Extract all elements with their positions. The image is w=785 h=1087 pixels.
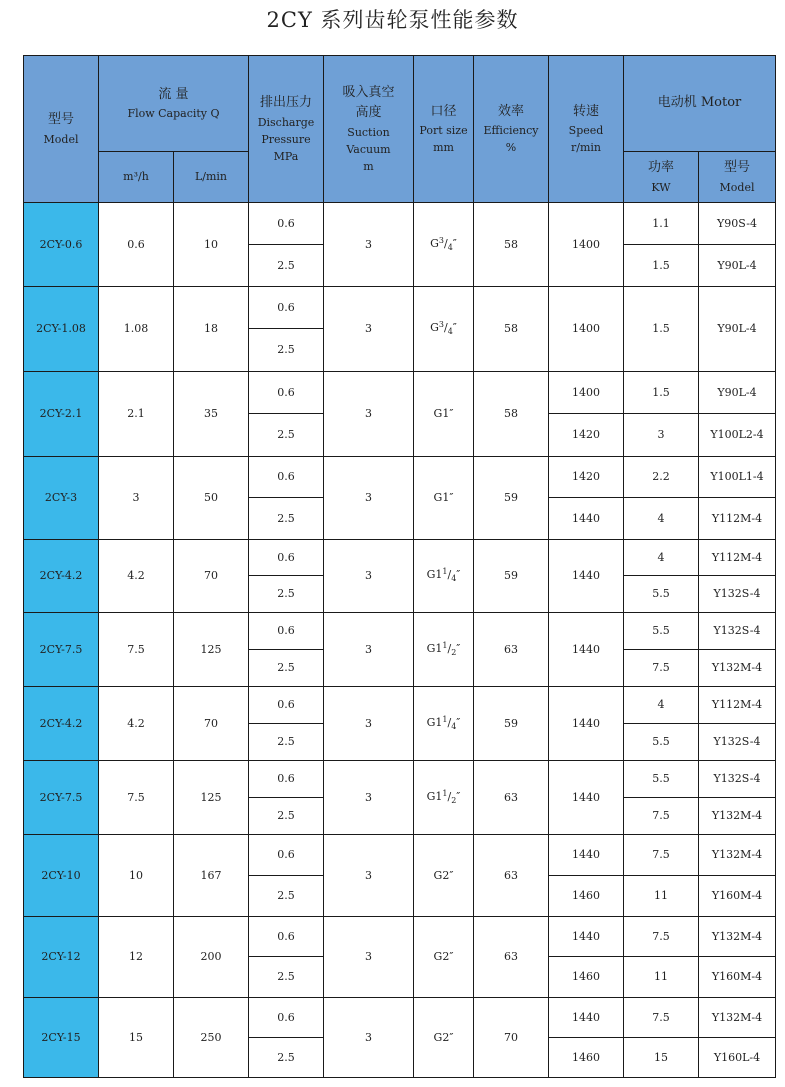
power-cell: 3 — [624, 414, 699, 457]
table-row — [24, 687, 776, 724]
pressure-cell: 2.5 — [249, 957, 324, 998]
model-header: 型号 Model — [24, 56, 99, 203]
motor-model-cell: Y100L1-4 — [699, 457, 776, 498]
motor-model-cell: Y132S-4 — [699, 724, 776, 761]
flow-lmin-cell: 70 — [174, 687, 249, 761]
model-cell: 2CY-7.5 — [24, 761, 99, 835]
flow-lmin-cell: 167 — [174, 835, 249, 917]
flow-lmin-cell: 50 — [174, 457, 249, 540]
power-cell: 2.2 — [624, 457, 699, 498]
motor-model-cell: Y90S-4 — [699, 203, 776, 245]
power-cell: 11 — [624, 957, 699, 998]
port-base: G — [430, 236, 439, 250]
flow-lmin-cell: 18 — [174, 287, 249, 372]
discharge-header: 排出压力 Discharge Pressure MPa — [249, 56, 324, 203]
motor-model-cell: Y132S-4 — [699, 613, 776, 650]
pressure-cell: 0.6 — [249, 457, 324, 498]
motor-model-cell: Y132M-4 — [699, 998, 776, 1038]
suction-cell: 3 — [324, 998, 414, 1078]
flow-lmin-cell: 10 — [174, 203, 249, 287]
port-denominator: 4 — [447, 327, 453, 337]
power-cell: 1.5 — [624, 245, 699, 287]
speed-cell: 1400 — [549, 287, 624, 372]
flow-lmin-cell: 250 — [174, 998, 249, 1078]
suction-cell: 3 — [324, 457, 414, 540]
port-whole: 1 — [435, 715, 443, 729]
suction-cell: 3 — [324, 287, 414, 372]
port-whole: 1 — [435, 568, 443, 582]
table-row — [24, 457, 776, 498]
speed-cell: 1440 — [549, 835, 624, 876]
port-base: G — [426, 641, 436, 655]
port-denominator: 2 — [451, 795, 457, 805]
table-row — [24, 835, 776, 876]
efficiency-cell: 63 — [474, 835, 549, 917]
suction-cell: 3 — [324, 372, 414, 457]
power-cell: 7.5 — [624, 798, 699, 835]
port-denominator: 2 — [451, 647, 457, 657]
model-cell: 2CY-4.2 — [24, 687, 99, 761]
speed-cell: 1400 — [549, 372, 624, 414]
port-base: G2 — [433, 868, 450, 882]
model-cell: 2CY-1.08 — [24, 287, 99, 372]
pressure-cell: 0.6 — [249, 917, 324, 957]
table-row — [24, 613, 776, 650]
port-base: G — [426, 568, 436, 582]
table-header — [24, 56, 776, 203]
model-cell: 2CY-7.5 — [24, 613, 99, 687]
power-header: 功率 KW — [624, 152, 699, 203]
suction-cell: 3 — [324, 540, 414, 613]
pressure-cell: 0.6 — [249, 540, 324, 576]
pressure-cell: 0.6 — [249, 761, 324, 798]
port-base: G1 — [433, 491, 450, 505]
pressure-cell: 2.5 — [249, 498, 324, 540]
flow-m3h-cell: 0.6 — [99, 203, 174, 287]
port-cell: G2″ — [414, 917, 474, 998]
port-cell: G1″ — [414, 457, 474, 540]
port-numerator: 3 — [438, 320, 444, 330]
motor-model-cell: Y100L2-4 — [699, 414, 776, 457]
pressure-cell: 2.5 — [249, 876, 324, 917]
port-numerator: 1 — [442, 788, 448, 798]
table-row — [24, 998, 776, 1038]
table-row — [24, 540, 776, 576]
efficiency-cell: 58 — [474, 203, 549, 287]
pressure-cell: 0.6 — [249, 372, 324, 414]
table-row — [24, 372, 776, 414]
power-cell: 5.5 — [624, 576, 699, 613]
speed-cell: 1440 — [549, 687, 624, 761]
suction-cell: 3 — [324, 613, 414, 687]
power-cell: 1.5 — [624, 372, 699, 414]
flow-lmin-cell: 70 — [174, 540, 249, 613]
efficiency-cell: 63 — [474, 613, 549, 687]
spec-table — [23, 55, 776, 1078]
speed-cell: 1440 — [549, 498, 624, 540]
pressure-cell: 0.6 — [249, 998, 324, 1038]
motor-model-cell: Y132S-4 — [699, 761, 776, 798]
port-base: G — [426, 715, 436, 729]
suction-cell: 3 — [324, 761, 414, 835]
table-row — [24, 761, 776, 798]
suction-cell: 3 — [324, 835, 414, 917]
power-cell: 7.5 — [624, 835, 699, 876]
port-header: 口径 Port size mm — [414, 56, 474, 203]
motor-model-cell: Y160M-4 — [699, 876, 776, 917]
port-numerator: 3 — [438, 235, 444, 245]
speed-cell: 1440 — [549, 761, 624, 835]
speed-cell: 1440 — [549, 613, 624, 687]
power-cell: 5.5 — [624, 724, 699, 761]
flow-lmin-cell: 125 — [174, 613, 249, 687]
speed-cell: 1460 — [549, 1038, 624, 1078]
power-cell: 5.5 — [624, 613, 699, 650]
port-cell: G2″ — [414, 998, 474, 1078]
pressure-cell: 2.5 — [249, 1038, 324, 1078]
port-base: G — [430, 321, 439, 335]
efficiency-cell: 58 — [474, 287, 549, 372]
model-cell: 2CY-3 — [24, 457, 99, 540]
pressure-cell: 2.5 — [249, 724, 324, 761]
speed-cell: 1460 — [549, 876, 624, 917]
port-cell: $G1^1/_4''$ — [414, 687, 474, 761]
port-numerator: 1 — [442, 714, 448, 724]
suction-cell: 3 — [324, 917, 414, 998]
efficiency-cell: 59 — [474, 457, 549, 540]
port-numerator: 1 — [442, 567, 448, 577]
flow-unit-lmin: L/min — [174, 152, 249, 203]
port-whole: 1 — [435, 789, 443, 803]
port-cell: $G1^1/_2''$ — [414, 613, 474, 687]
port-whole: 1 — [435, 641, 443, 655]
port-base: G2 — [433, 950, 450, 964]
motor-model-cell: Y160L-4 — [699, 1038, 776, 1078]
port-numerator: 1 — [442, 640, 448, 650]
motor-header: 电动机 Motor — [624, 56, 776, 152]
speed-cell: 1440 — [549, 540, 624, 613]
suction-cell: 3 — [324, 203, 414, 287]
flow-lmin-cell: 35 — [174, 372, 249, 457]
port-denominator: 4 — [451, 721, 457, 731]
pressure-cell: 0.6 — [249, 613, 324, 650]
pressure-cell: 0.6 — [249, 835, 324, 876]
pressure-cell: 0.6 — [249, 687, 324, 724]
speed-cell: 1440 — [549, 998, 624, 1038]
port-base: G2 — [433, 1030, 450, 1044]
speed-cell: 1440 — [549, 917, 624, 957]
port-base: G1 — [433, 407, 450, 421]
efficiency-cell: 63 — [474, 917, 549, 998]
motor-model-cell: Y132M-4 — [699, 835, 776, 876]
motor-model-cell: Y132M-4 — [699, 917, 776, 957]
pressure-cell: 0.6 — [249, 287, 324, 329]
table-body — [24, 203, 776, 1078]
power-cell: 5.5 — [624, 761, 699, 798]
port-cell: G1″ — [414, 372, 474, 457]
port-denominator: 4 — [451, 574, 457, 584]
model-cell: 2CY-0.6 — [24, 203, 99, 287]
flow-m3h-cell: 7.5 — [99, 613, 174, 687]
pressure-cell: 2.5 — [249, 798, 324, 835]
motor-model-cell: Y112M-4 — [699, 687, 776, 724]
port-cell: $G1^1/_2''$ — [414, 761, 474, 835]
power-cell: 15 — [624, 1038, 699, 1078]
pressure-cell: 0.6 — [249, 203, 324, 245]
motor-model-cell: Y112M-4 — [699, 540, 776, 576]
table-row — [24, 917, 776, 957]
flow-m3h-cell: 1.08 — [99, 287, 174, 372]
power-cell: 11 — [624, 876, 699, 917]
model-cell: 2CY-15 — [24, 998, 99, 1078]
model-cell: 2CY-4.2 — [24, 540, 99, 613]
suction-header: 吸入真空 高度 Suction Vacuum m — [324, 56, 414, 203]
speed-cell: 1420 — [549, 457, 624, 498]
power-cell: 4 — [624, 498, 699, 540]
power-cell: 7.5 — [624, 917, 699, 957]
motor-model-cell: Y112M-4 — [699, 498, 776, 540]
motor-model-cell: Y132M-4 — [699, 798, 776, 835]
power-cell: 1.5 — [624, 287, 699, 372]
efficiency-cell: 70 — [474, 998, 549, 1078]
pressure-cell: 2.5 — [249, 329, 324, 372]
model-cell: 2CY-10 — [24, 835, 99, 917]
efficiency-header: 效率 Efficiency % — [474, 56, 549, 203]
motor-model-cell: Y90L-4 — [699, 245, 776, 287]
suction-cell: 3 — [324, 687, 414, 761]
flow-m3h-cell: 3 — [99, 457, 174, 540]
power-cell: 1.1 — [624, 203, 699, 245]
speed-cell: 1460 — [549, 957, 624, 998]
pressure-cell: 2.5 — [249, 414, 324, 457]
speed-header: 转速 Speed r/min — [549, 56, 624, 203]
table-row — [24, 203, 776, 245]
flow-m3h-cell: 4.2 — [99, 540, 174, 613]
flow-lmin-cell: 125 — [174, 761, 249, 835]
motor-model-cell: Y90L-4 — [699, 372, 776, 414]
power-cell: 7.5 — [624, 650, 699, 687]
port-cell: $G^3/_4''$ — [414, 203, 474, 287]
flow-unit-m3h: m³/h — [99, 152, 174, 203]
flow-m3h-cell: 4.2 — [99, 687, 174, 761]
pressure-cell: 2.5 — [249, 245, 324, 287]
efficiency-cell: 59 — [474, 687, 549, 761]
motor-model-header: 型号 Model — [699, 152, 776, 203]
flow-m3h-cell: 10 — [99, 835, 174, 917]
port-cell: $G1^1/_4''$ — [414, 540, 474, 613]
efficiency-cell: 59 — [474, 540, 549, 613]
port-cell: $G^3/_4''$ — [414, 287, 474, 372]
port-base: G — [426, 789, 436, 803]
flow-m3h-cell: 2.1 — [99, 372, 174, 457]
port-cell: G2″ — [414, 835, 474, 917]
speed-cell: 1420 — [549, 414, 624, 457]
efficiency-cell: 58 — [474, 372, 549, 457]
motor-model-cell: Y90L-4 — [699, 287, 776, 372]
flow-m3h-cell: 15 — [99, 998, 174, 1078]
pressure-cell: 2.5 — [249, 576, 324, 613]
motor-model-cell: Y160M-4 — [699, 957, 776, 998]
page-title: 2CY 系列齿轮泵性能参数 — [266, 8, 519, 32]
flow-m3h-cell: 12 — [99, 917, 174, 998]
flow-m3h-cell: 7.5 — [99, 761, 174, 835]
power-cell: 4 — [624, 540, 699, 576]
model-cell: 2CY-2.1 — [24, 372, 99, 457]
power-cell: 7.5 — [624, 998, 699, 1038]
motor-model-cell: Y132M-4 — [699, 650, 776, 687]
model-cell: 2CY-12 — [24, 917, 99, 998]
pressure-cell: 2.5 — [249, 650, 324, 687]
table-row — [24, 287, 776, 329]
flow-lmin-cell: 200 — [174, 917, 249, 998]
speed-cell: 1400 — [549, 203, 624, 287]
power-cell: 4 — [624, 687, 699, 724]
port-denominator: 4 — [447, 242, 453, 252]
efficiency-cell: 63 — [474, 761, 549, 835]
flow-header: 流 量 Flow Capacity Q — [99, 56, 249, 152]
motor-model-cell: Y132S-4 — [699, 576, 776, 613]
